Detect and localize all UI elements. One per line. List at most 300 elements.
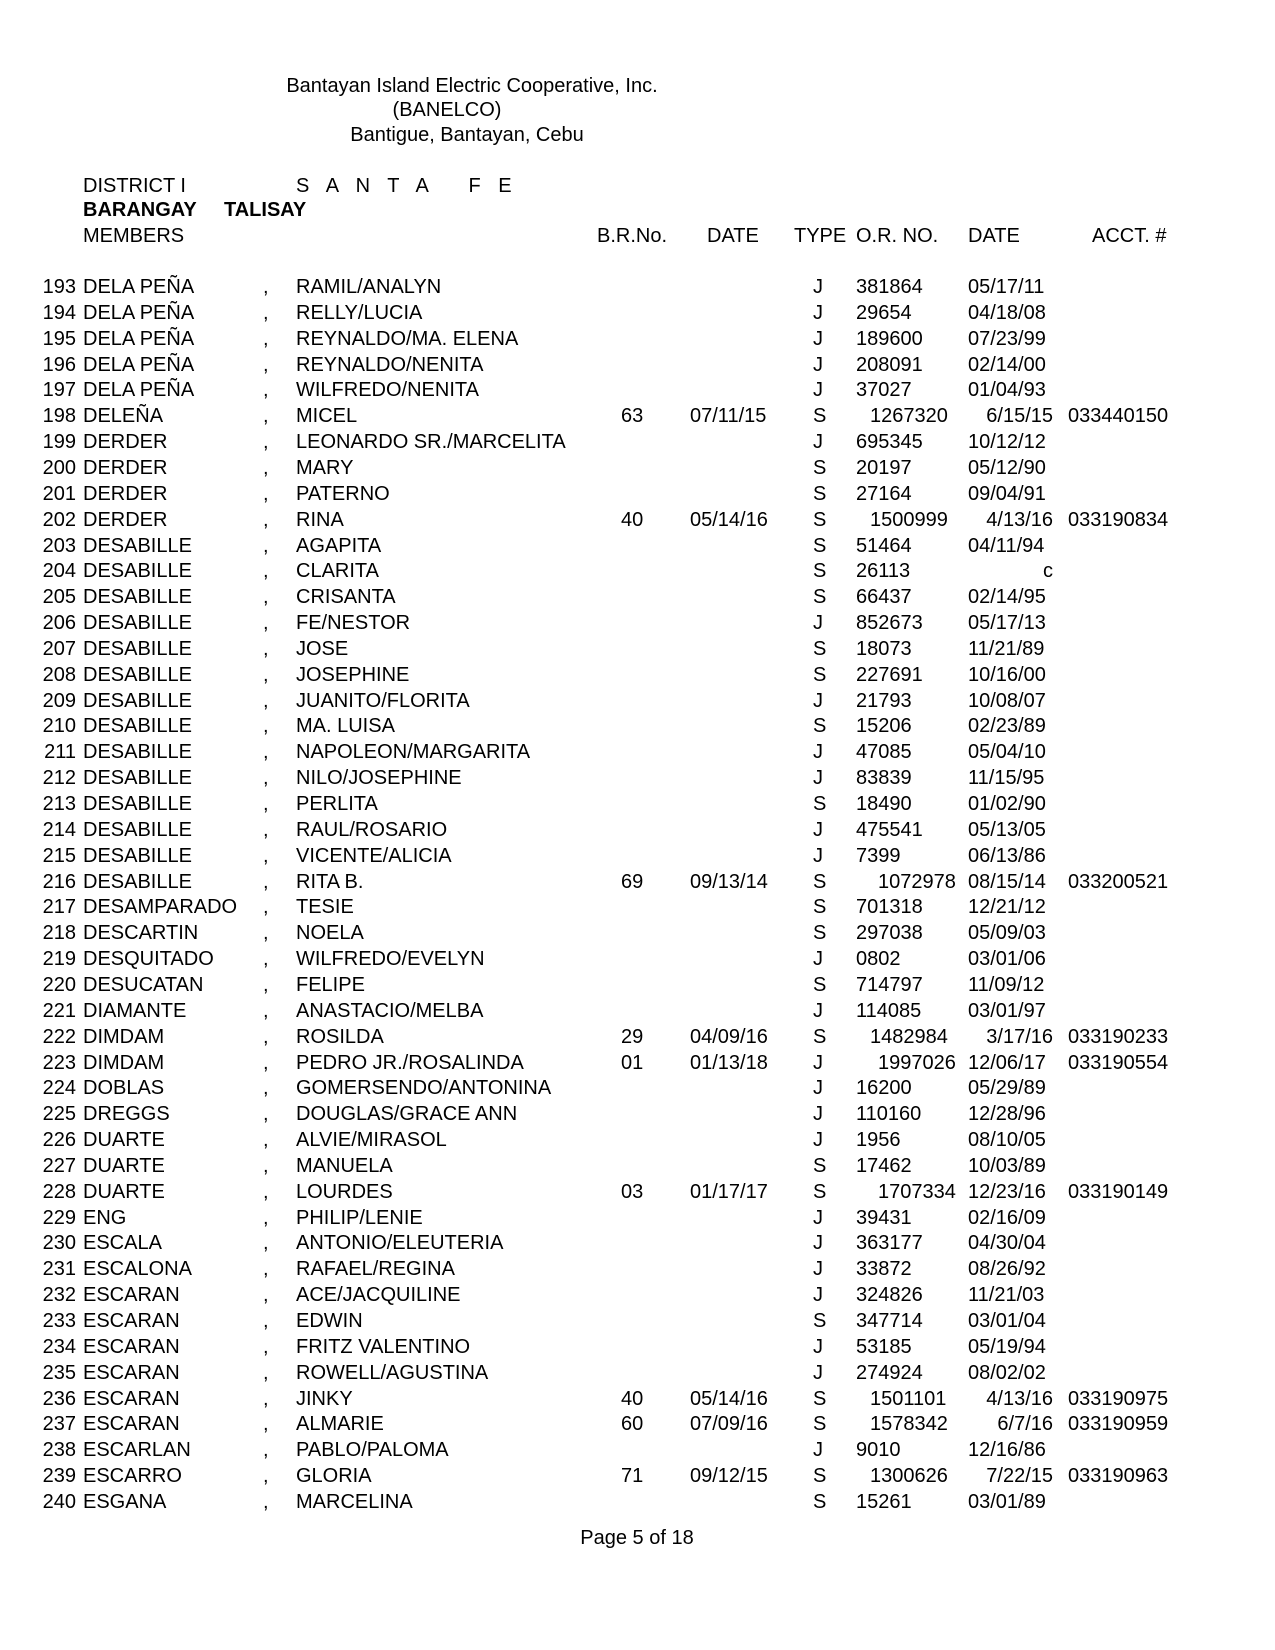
first-name: FRITZ VALENTINO xyxy=(296,1335,471,1358)
row-number: 229 xyxy=(42,1206,76,1229)
br-number: 71 xyxy=(621,1465,644,1488)
first-name: LOURDES xyxy=(296,1180,393,1203)
first-name: PATERNO xyxy=(296,482,390,505)
or-number: 1997026 xyxy=(878,1051,956,1074)
district-name: S A N T A F E xyxy=(296,175,518,197)
last-name: DIMDAM xyxy=(83,1051,165,1074)
or-number: 26113 xyxy=(856,560,911,583)
name-separator: , xyxy=(263,663,269,686)
first-name: FE/NESTOR xyxy=(296,612,411,635)
last-name: DUARTE xyxy=(83,1154,165,1177)
last-name: ESCARAN xyxy=(83,1413,180,1436)
first-name: PEDRO JR./ROSALINDA xyxy=(296,1051,524,1074)
name-separator: , xyxy=(263,1465,269,1488)
or-date: 09/04/91 xyxy=(968,482,1046,505)
name-separator: , xyxy=(263,1051,269,1074)
last-name: DERDER xyxy=(83,456,168,479)
or-number: 17462 xyxy=(856,1154,912,1177)
last-name: DESABILLE xyxy=(83,793,192,815)
barangay-name: TALISAY xyxy=(224,199,307,221)
last-name: ESCARAN xyxy=(83,1387,180,1410)
table-row xyxy=(0,1490,1275,1515)
name-separator: , xyxy=(263,1439,269,1462)
first-name: NOELA xyxy=(296,922,364,945)
member-type: J xyxy=(813,276,823,298)
table-row xyxy=(0,1180,1275,1205)
org-address: Bantigue, Bantayan, Cebu xyxy=(350,124,584,146)
column-header-date: DATE xyxy=(707,225,759,247)
first-name: REYNALDO/NENITA xyxy=(296,353,484,376)
name-separator: , xyxy=(263,973,269,996)
first-name: MARCELINA xyxy=(296,1490,413,1513)
table-row xyxy=(0,1102,1275,1127)
account-number: 033190554 xyxy=(1068,1051,1169,1074)
row-number: 215 xyxy=(42,844,76,867)
br-number: 63 xyxy=(621,405,644,428)
row-number: 226 xyxy=(42,1129,76,1152)
last-name: ESCARLAN xyxy=(83,1439,191,1462)
name-separator: , xyxy=(263,301,269,324)
or-number: 1482984 xyxy=(870,1025,948,1048)
first-name: ANTONIO/ELEUTERIA xyxy=(296,1232,504,1255)
row-number: 233 xyxy=(42,1310,76,1332)
first-name: JINKY xyxy=(296,1387,353,1410)
table-row xyxy=(0,508,1275,533)
member-type: J xyxy=(813,1232,823,1255)
member-type: S xyxy=(813,586,827,609)
table-row xyxy=(0,430,1275,455)
first-name: ROSILDA xyxy=(296,1025,384,1048)
account-number: 033190233 xyxy=(1068,1025,1169,1048)
member-type: J xyxy=(813,948,823,971)
last-name: ESCARAN xyxy=(83,1361,180,1384)
or-date: 12/21/12 xyxy=(968,896,1046,919)
br-date: 07/09/16 xyxy=(690,1413,768,1436)
district-label: DISTRICT I xyxy=(83,175,186,197)
last-name: DERDER xyxy=(83,508,168,531)
or-date: 02/14/95 xyxy=(968,586,1046,609)
first-name: MARY xyxy=(296,456,354,479)
name-separator: , xyxy=(263,793,269,815)
or-date: 3/17/16 xyxy=(986,1025,1053,1048)
row-number: 211 xyxy=(44,741,76,764)
table-row xyxy=(0,1412,1275,1437)
name-separator: , xyxy=(263,353,269,376)
last-name: DESABILLE xyxy=(83,870,192,893)
member-type: S xyxy=(813,560,827,583)
first-name: PABLO/PALOMA xyxy=(296,1439,449,1462)
row-number: 203 xyxy=(42,534,76,557)
table-row xyxy=(0,818,1275,843)
row-number: 216 xyxy=(42,870,76,893)
or-date: 02/14/00 xyxy=(968,353,1046,376)
row-number: 210 xyxy=(42,715,76,738)
or-date: 08/10/05 xyxy=(968,1129,1046,1152)
name-separator: , xyxy=(263,1335,269,1358)
or-number: 16200 xyxy=(856,1077,912,1100)
or-number: 47085 xyxy=(856,741,912,764)
name-separator: , xyxy=(263,1232,269,1255)
or-number: 15261 xyxy=(856,1490,912,1513)
name-separator: , xyxy=(263,534,269,557)
row-number: 222 xyxy=(42,1025,76,1048)
last-name: DREGGS xyxy=(83,1103,170,1126)
first-name: RAFAEL/REGINA xyxy=(296,1258,455,1281)
name-separator: , xyxy=(263,922,269,945)
name-separator: , xyxy=(263,1206,269,1229)
name-separator: , xyxy=(263,948,269,971)
column-header-type: TYPE xyxy=(794,225,847,247)
table-row xyxy=(0,844,1275,869)
last-name: DIMDAM xyxy=(83,1025,165,1048)
or-number: 51464 xyxy=(856,534,912,557)
first-name: JUANITO/FLORITA xyxy=(296,689,470,712)
br-date: 05/14/16 xyxy=(690,508,768,531)
first-name: JOSEPHINE xyxy=(296,663,410,686)
or-number: 852673 xyxy=(856,612,923,635)
table-row xyxy=(0,1231,1275,1256)
member-type: J xyxy=(813,379,823,402)
name-separator: , xyxy=(263,715,269,738)
or-date: 01/04/93 xyxy=(968,379,1046,402)
row-number: 217 xyxy=(42,896,76,919)
last-name: DESABILLE xyxy=(83,612,192,635)
last-name: ESCALONA xyxy=(83,1258,192,1281)
name-separator: , xyxy=(263,1154,269,1177)
table-row xyxy=(0,689,1275,714)
last-name: DESABILLE xyxy=(83,637,192,660)
or-date: 01/02/90 xyxy=(968,793,1046,815)
or-number: 475541 xyxy=(856,818,923,841)
row-number: 202 xyxy=(42,508,76,531)
or-date: 05/12/90 xyxy=(968,456,1046,479)
row-number: 207 xyxy=(42,637,76,660)
column-header-or-no: O.R. NO. xyxy=(856,225,939,247)
or-number: 381864 xyxy=(856,276,923,298)
member-type: S xyxy=(813,896,827,919)
or-date: 4/13/16 xyxy=(986,1387,1053,1410)
or-number: 1956 xyxy=(856,1129,901,1152)
name-separator: , xyxy=(263,431,269,454)
row-number: 213 xyxy=(42,793,76,815)
or-date: 11/21/03 xyxy=(968,1284,1045,1307)
table-row xyxy=(0,1335,1275,1360)
or-number: 110160 xyxy=(856,1103,922,1126)
or-date: 02/23/89 xyxy=(968,715,1046,738)
account-number: 033190149 xyxy=(1068,1180,1169,1203)
table-row xyxy=(0,895,1275,920)
last-name: DELA PEÑA xyxy=(83,327,195,350)
last-name: DESABILLE xyxy=(83,560,192,583)
name-separator: , xyxy=(263,612,269,635)
name-separator: , xyxy=(263,1129,269,1152)
or-date: 10/08/07 xyxy=(968,689,1046,712)
first-name: MA. LUISA xyxy=(296,715,395,738)
table-row xyxy=(0,611,1275,636)
last-name: ESGANA xyxy=(83,1490,167,1513)
table-row xyxy=(0,301,1275,326)
row-number: 212 xyxy=(42,767,76,790)
name-separator: , xyxy=(263,818,269,841)
or-date: 06/13/86 xyxy=(968,844,1046,867)
table-row xyxy=(0,404,1275,429)
column-header-br-no: B.R.No. xyxy=(597,225,668,247)
br-date: 07/11/15 xyxy=(690,405,767,428)
member-type: S xyxy=(813,1387,827,1410)
or-number: 15206 xyxy=(856,715,912,738)
or-date: 05/04/10 xyxy=(968,741,1046,764)
first-name: CRISANTA xyxy=(296,586,396,609)
last-name: DESABILLE xyxy=(83,689,192,712)
row-number: 235 xyxy=(42,1361,76,1384)
row-number: 218 xyxy=(42,922,76,945)
first-name: RAMIL/ANALYN xyxy=(296,276,442,298)
member-type: S xyxy=(813,482,827,505)
table-row xyxy=(0,353,1275,378)
br-number: 01 xyxy=(621,1051,644,1074)
member-type: J xyxy=(813,767,823,790)
or-number: 9010 xyxy=(856,1439,901,1462)
member-type: J xyxy=(813,1077,823,1100)
row-number: 201 xyxy=(42,482,76,505)
name-separator: , xyxy=(263,456,269,479)
row-number: 230 xyxy=(42,1232,76,1255)
or-date: 03/01/97 xyxy=(968,999,1046,1022)
first-name: RELLY/LUCIA xyxy=(296,301,423,324)
row-number: 200 xyxy=(42,456,76,479)
first-name: RITA B. xyxy=(296,870,364,893)
last-name: DESQUITADO xyxy=(83,948,214,971)
table-row xyxy=(0,1154,1275,1179)
or-number: 20197 xyxy=(856,456,912,479)
last-name: DOBLAS xyxy=(83,1077,165,1100)
row-number: 195 xyxy=(42,327,76,350)
name-separator: , xyxy=(263,1180,269,1203)
br-number: 03 xyxy=(621,1180,644,1203)
or-number: 29654 xyxy=(856,301,912,324)
or-number: 37027 xyxy=(856,379,912,402)
first-name: GLORIA xyxy=(296,1465,372,1488)
or-date: 05/09/03 xyxy=(968,922,1046,945)
first-name: ANASTACIO/MELBA xyxy=(296,999,484,1022)
table-row xyxy=(0,947,1275,972)
row-number: 199 xyxy=(42,431,76,454)
row-number: 196 xyxy=(42,353,76,376)
or-number: 347714 xyxy=(856,1310,923,1332)
table-row xyxy=(0,378,1275,403)
or-number: 227691 xyxy=(856,663,923,686)
first-name: WILFREDO/NENITA xyxy=(296,379,479,402)
member-type: S xyxy=(813,534,827,557)
table-row xyxy=(0,766,1275,791)
or-number: 18490 xyxy=(856,793,912,815)
last-name: DESABILLE xyxy=(83,715,192,738)
br-date: 04/09/16 xyxy=(690,1025,768,1048)
last-name: DERDER xyxy=(83,431,168,454)
or-number: 1267320 xyxy=(870,405,948,428)
first-name: LEONARDO SR./MARCELITA xyxy=(296,431,566,454)
account-number: 033200521 xyxy=(1068,870,1169,893)
member-type: S xyxy=(813,405,827,428)
or-date: 08/26/92 xyxy=(968,1258,1046,1281)
first-name: MICEL xyxy=(296,405,358,428)
first-name: EDWIN xyxy=(296,1310,363,1332)
or-number: 363177 xyxy=(856,1232,923,1255)
last-name: DESCARTIN xyxy=(83,922,199,945)
column-header-acct: ACCT. # xyxy=(1092,225,1167,247)
first-name: PHILIP/LENIE xyxy=(296,1206,423,1229)
member-type: J xyxy=(813,818,823,841)
member-type: S xyxy=(813,973,827,996)
last-name: DESABILLE xyxy=(83,663,192,686)
or-number: 66437 xyxy=(856,586,912,609)
table-row xyxy=(0,1051,1275,1076)
or-number: 1707334 xyxy=(878,1180,956,1203)
table-row xyxy=(0,1257,1275,1282)
or-number: 1500999 xyxy=(870,508,948,531)
name-separator: , xyxy=(263,767,269,790)
first-name: PERLITA xyxy=(296,793,378,815)
first-name: AGAPITA xyxy=(296,534,382,557)
or-date: 11/15/95 xyxy=(968,767,1045,790)
table-row xyxy=(0,870,1275,895)
account-number: 033190975 xyxy=(1068,1387,1169,1410)
name-separator: , xyxy=(263,276,269,298)
table-row xyxy=(0,1438,1275,1463)
or-date: 12/16/86 xyxy=(968,1439,1046,1462)
row-number: 209 xyxy=(42,689,76,712)
last-name: DESABILLE xyxy=(83,818,192,841)
or-number: 208091 xyxy=(856,353,923,376)
br-number: 69 xyxy=(621,870,644,893)
member-type: J xyxy=(813,327,823,350)
or-date: 11/21/89 xyxy=(968,637,1045,660)
or-number: 53185 xyxy=(856,1335,912,1358)
last-name: DERDER xyxy=(83,482,168,505)
name-separator: , xyxy=(263,1025,269,1048)
first-name: WILFREDO/EVELYN xyxy=(296,948,485,971)
name-separator: , xyxy=(263,896,269,919)
table-row xyxy=(0,792,1275,817)
first-name: ACE/JACQUILINE xyxy=(296,1284,461,1307)
member-type: J xyxy=(813,1284,823,1307)
or-date: 03/01/06 xyxy=(968,948,1046,971)
last-name: DESUCATAN xyxy=(83,973,204,996)
account-number: 033190963 xyxy=(1068,1465,1169,1488)
last-name: DELA PEÑA xyxy=(83,379,195,402)
row-number: 219 xyxy=(42,948,76,971)
row-number: 225 xyxy=(42,1103,76,1126)
member-type: J xyxy=(813,612,823,635)
member-type: J xyxy=(813,1258,823,1281)
table-row xyxy=(0,1076,1275,1101)
br-number: 60 xyxy=(621,1413,644,1436)
last-name: DELA PEÑA xyxy=(83,276,195,298)
account-number: 033190834 xyxy=(1068,508,1169,531)
name-separator: , xyxy=(263,405,269,428)
or-number: 1072978 xyxy=(878,870,956,893)
row-number: 197 xyxy=(42,379,76,402)
or-number: 83839 xyxy=(856,767,912,790)
table-row xyxy=(0,1309,1275,1334)
member-type: J xyxy=(813,1361,823,1384)
name-separator: , xyxy=(263,1077,269,1100)
or-number: 18073 xyxy=(856,637,912,660)
row-number: 220 xyxy=(42,973,76,996)
name-separator: , xyxy=(263,482,269,505)
member-type: J xyxy=(813,1129,823,1152)
row-number: 227 xyxy=(42,1154,76,1177)
name-separator: , xyxy=(263,741,269,764)
name-separator: , xyxy=(263,586,269,609)
first-name: ROWELL/AGUSTINA xyxy=(296,1361,489,1384)
or-number: 297038 xyxy=(856,922,923,945)
br-number: 40 xyxy=(621,1387,644,1410)
name-separator: , xyxy=(263,844,269,867)
last-name: DESABILLE xyxy=(83,534,192,557)
table-row xyxy=(0,1206,1275,1231)
or-date: 07/23/99 xyxy=(968,327,1046,350)
table-row xyxy=(0,973,1275,998)
or-number: 324826 xyxy=(856,1284,923,1307)
first-name: TESIE xyxy=(296,896,354,919)
column-header-or-date: DATE xyxy=(968,225,1020,247)
name-separator: , xyxy=(263,1413,269,1436)
br-number: 40 xyxy=(621,508,644,531)
or-date: 05/17/11 xyxy=(968,276,1045,298)
or-date: 08/02/02 xyxy=(968,1361,1046,1384)
first-name: RAUL/ROSARIO xyxy=(296,818,448,841)
row-number: 208 xyxy=(42,663,76,686)
row-number: 224 xyxy=(42,1077,76,1100)
last-name: DESABILLE xyxy=(83,741,192,764)
or-date: 6/15/15 xyxy=(986,405,1053,428)
row-number: 223 xyxy=(42,1051,76,1074)
table-row xyxy=(0,559,1275,584)
or-date: 4/13/16 xyxy=(986,508,1053,531)
table-row xyxy=(0,714,1275,739)
last-name: DELA PEÑA xyxy=(83,353,195,376)
row-number: 198 xyxy=(42,405,76,428)
row-number: 231 xyxy=(42,1258,76,1281)
last-name: DIAMANTE xyxy=(83,999,187,1022)
table-row xyxy=(0,456,1275,481)
member-type: S xyxy=(813,1025,827,1048)
name-separator: , xyxy=(263,508,269,531)
last-name: ESCALA xyxy=(83,1232,162,1255)
table-row xyxy=(0,1361,1275,1386)
br-date: 05/14/16 xyxy=(690,1387,768,1410)
or-date: 6/7/16 xyxy=(997,1413,1053,1436)
member-type: S xyxy=(813,870,827,893)
member-type: S xyxy=(813,715,827,738)
org-abbr: (BANELCO) xyxy=(392,99,502,121)
row-number: 221 xyxy=(42,999,76,1022)
member-type: J xyxy=(813,741,823,764)
last-name: DUARTE xyxy=(83,1129,165,1152)
first-name: MANUELA xyxy=(296,1154,393,1177)
name-separator: , xyxy=(263,999,269,1022)
member-type: S xyxy=(813,1490,827,1513)
member-type: J xyxy=(813,689,823,712)
table-row xyxy=(0,482,1275,507)
table-row xyxy=(0,663,1275,688)
name-separator: , xyxy=(263,379,269,402)
last-name: DESABILLE xyxy=(83,767,192,790)
page-number: Page 5 of 18 xyxy=(580,1527,694,1549)
member-type: S xyxy=(813,1465,827,1488)
row-number: 237 xyxy=(42,1413,76,1436)
